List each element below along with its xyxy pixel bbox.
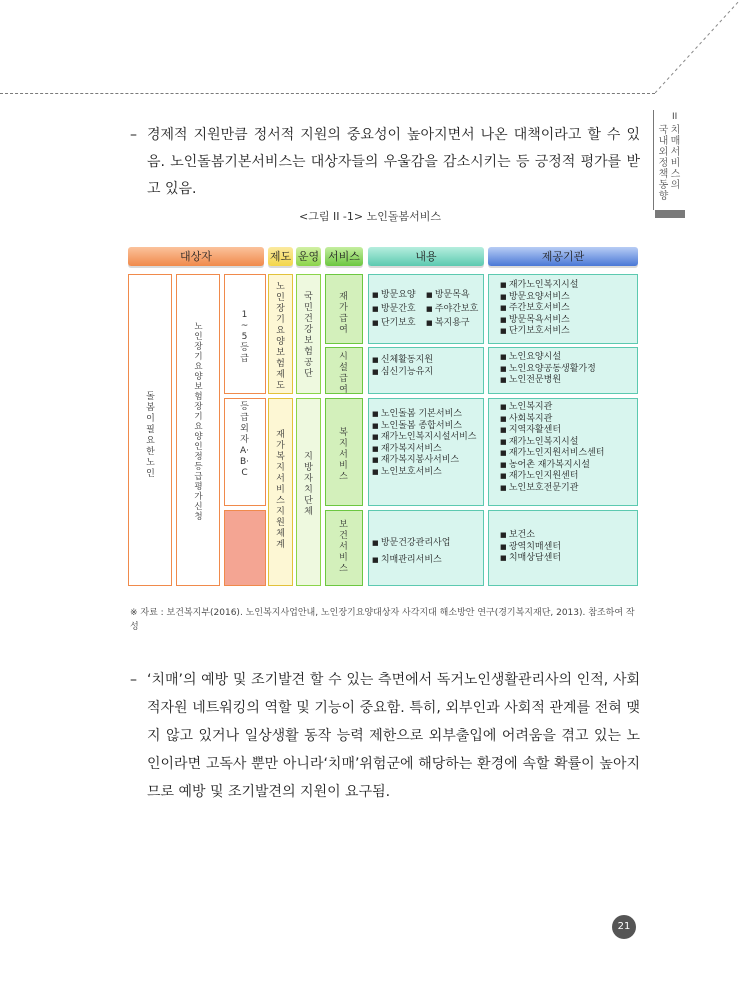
figure-caption: <그림 II -1> 노인돌봄서비스 bbox=[298, 210, 441, 223]
content-list-health bbox=[372, 535, 450, 569]
list-item: ■ 방문건강관리사업 bbox=[372, 535, 450, 552]
grade-1-5-label: 1~5등급 bbox=[240, 310, 249, 364]
list-item: ■ 노인돌봄 기본서비스 bbox=[372, 409, 476, 421]
list-item: ■ 치매상담센터 bbox=[500, 553, 561, 565]
figure-source-note: ※ 자료 : 보건복지부(2016). 노인복지사업안내, 노인장기요양대상자 사각지대 해소방안 연구(경기복지재단, 2013). 참조하여 작성 bbox=[130, 608, 635, 632]
list-item: ■ 주야간보호 bbox=[426, 302, 480, 316]
list-item: ■ 재가노인복지시설 bbox=[500, 437, 604, 449]
chapter-title-line1: 치매서비스의 bbox=[670, 125, 681, 191]
provider-list-welfare bbox=[500, 402, 604, 494]
list-item: ■ 보건소 bbox=[500, 530, 561, 542]
list-item: ■ 재가노인지원센터 bbox=[500, 471, 604, 483]
list-item: ■ 복지용구 bbox=[426, 316, 480, 330]
grade-abc-label: 등급외자 A·B·C bbox=[239, 402, 250, 478]
bullet-dash: – bbox=[130, 127, 137, 143]
list-item: ■ 노인요양시설 bbox=[500, 352, 596, 364]
list-item: ■ 사회복지관 bbox=[500, 414, 604, 426]
health-service-label: 보건서비스 bbox=[339, 520, 348, 574]
list-item: ■ 재가복지봉사서비스 bbox=[372, 455, 476, 467]
list-item: ■ 치매관리서비스 bbox=[372, 552, 450, 569]
provider-list-health bbox=[500, 530, 561, 565]
list-item: ■ 주간보호서비스 bbox=[500, 303, 578, 315]
facility-benefit-label: 시설급여 bbox=[339, 352, 348, 395]
header-content: 내용 bbox=[368, 247, 484, 266]
list-item: ■ 노인요양공동생활가정 bbox=[500, 364, 596, 376]
list-item: ■ 단기보호서비스 bbox=[500, 326, 578, 338]
list-item: ■ 지역자활센터 bbox=[500, 425, 604, 437]
list-item: ■ 농어촌 재가복지시설 bbox=[500, 460, 604, 472]
chapter-number: II bbox=[672, 112, 678, 122]
list-item: ■ 방문요양서비스 bbox=[500, 292, 578, 304]
list-item: ■ 심신기능유지 bbox=[372, 367, 433, 379]
list-item: ■ 노인돌봄 종합서비스 bbox=[372, 421, 476, 433]
bullet-dash: – bbox=[130, 672, 137, 688]
provider-list-home bbox=[500, 280, 578, 338]
header-target: 대상자 bbox=[128, 247, 264, 266]
welfare-service-label: 복지서비스 bbox=[339, 428, 348, 482]
list-item: ■ 광역치매센터 bbox=[500, 542, 561, 554]
home-benefit-label: 재가급여 bbox=[339, 292, 348, 335]
header-system: 제도 bbox=[268, 247, 293, 266]
list-item: ■ 재가복지서비스 bbox=[372, 444, 476, 456]
ltc-insurance-label: 노인장기요양보험제도 bbox=[276, 282, 285, 391]
list-item: ■ 재가노인복지시설 bbox=[500, 280, 578, 292]
header-operation: 운영 bbox=[296, 247, 321, 266]
page-number: 21 bbox=[612, 915, 636, 939]
header-service: 서비스 bbox=[325, 247, 363, 266]
list-item: ■ 단기보호 bbox=[372, 316, 426, 330]
content-list-welfare bbox=[372, 409, 476, 478]
list-item: ■ 방문요양 bbox=[372, 288, 426, 302]
content-list-facility bbox=[372, 355, 433, 378]
list-item: ■ 방문목욕서비스 bbox=[500, 315, 578, 327]
paragraph-1-text: 경제적 지원만큼 정서적 지원의 중요성이 높아지면서 나온 대책이라고 할 수 있음. 노인돌봄기본서비스는 대상자들의 우울감을 감소시키는 등 긍정적 평가를 받고 있음. bbox=[147, 127, 640, 197]
header-provider: 제공기관 bbox=[488, 247, 638, 266]
local-gov-label: 지방자치단체 bbox=[304, 452, 313, 517]
target-elderly-label: 돌봄이 필요한 노인 bbox=[146, 392, 155, 479]
ltc-application-label: 노인장기요양보험 장기요양인정 등급평가 신청 bbox=[194, 322, 203, 522]
list-item: ■ 노인보호전문기관 bbox=[500, 483, 604, 495]
paragraph-1 bbox=[130, 122, 640, 203]
list-item: ■ 재가노인지원서비스센터 bbox=[500, 448, 604, 460]
list-item: ■ 노인전문병원 bbox=[500, 375, 596, 387]
corner-diagonal-line bbox=[655, 0, 740, 93]
list-item: ■ 방문목욕 bbox=[426, 288, 480, 302]
list-item: ■ 방문간호 bbox=[372, 302, 426, 316]
content-list-home bbox=[372, 288, 484, 330]
chapter-title-line2: 국내외정책동향 bbox=[658, 125, 669, 202]
home-welfare-system-label: 재가복지서비스 지원체계 bbox=[276, 430, 285, 550]
header-dashed-line bbox=[0, 93, 655, 94]
grade-box-3 bbox=[224, 510, 266, 586]
list-item: ■ 노인보호서비스 bbox=[372, 467, 476, 479]
nhis-label: 국민건강보험공단 bbox=[304, 292, 313, 379]
provider-list-facility bbox=[500, 352, 596, 387]
paragraph-2-text: ‘치매’의 예방 및 조기발견 할 수 있는 측면에서 독거노인생활관리사의 인적, 사회적자원 네트워킹의 역할 및 기능이 중요함. 특히, 외부인과 사회적 관계를 전혀 맺지 않고 있거나 일상생활 동작 능력 제한으로 외부출입에 어려움을 겪고 있는 노인이라면 고독사 뿐만 아니라‘치매’위험군에 해당하는 환경에 속할 확률이 높아지므로 예방 및 조기발견의 지원이 요구됨. bbox=[147, 672, 640, 800]
paragraph-2 bbox=[130, 666, 640, 806]
list-item: ■ 노인복지관 bbox=[500, 402, 604, 414]
list-item: ■ 신체활동지원 bbox=[372, 355, 433, 367]
list-item: ■ 재가노인복지시설서비스 bbox=[372, 432, 476, 444]
